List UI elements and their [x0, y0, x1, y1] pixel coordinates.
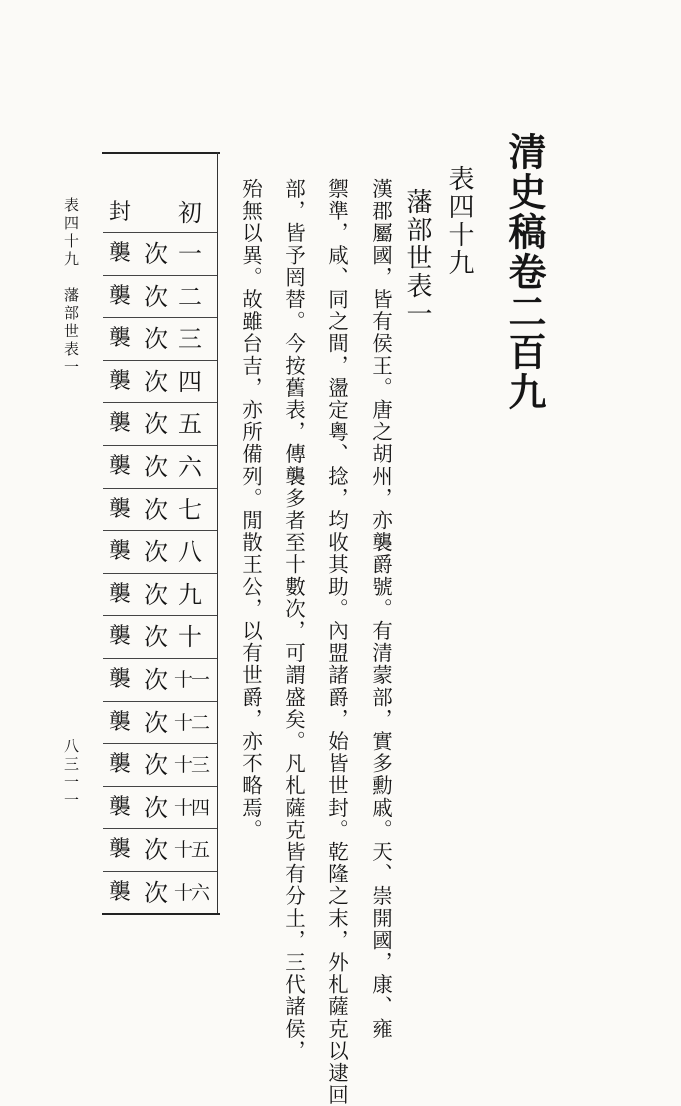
table-cell: 襲: [108, 581, 131, 607]
table-cell: 襲: [108, 368, 131, 394]
table-cell: 襲: [108, 667, 131, 692]
table-cell: 襲: [108, 454, 131, 479]
table-cell: 襲: [108, 283, 131, 309]
table-cell: 十五: [173, 839, 208, 862]
table-cell: 九: [178, 580, 202, 609]
table-cell: 次: [144, 623, 168, 652]
table-cell: 襲: [108, 624, 131, 650]
table-cell: 次: [144, 538, 168, 567]
table-cell: 次: [144, 580, 168, 609]
table-cell: 五: [178, 410, 202, 439]
table-cell: 襲: [108, 326, 131, 352]
table-cell: 襲: [108, 837, 131, 863]
table-right-rule: [217, 152, 218, 914]
table-row: [103, 573, 217, 615]
body-column-4: 殆無以異。故雖台吉，亦所備列。閒散王公，以有世爵，亦不略焉。: [238, 178, 263, 841]
table-cell: 二: [178, 282, 202, 311]
table-cell: 八: [178, 538, 202, 567]
body-column-1: 漢郡屬國，皆有侯王。唐之胡州，亦襲爵號。有清蒙部，實多勳戚。天、崇開國，康、雍: [368, 178, 393, 1040]
table-row: [103, 871, 217, 913]
page-number: 八三一一: [62, 738, 80, 810]
table-cell: 襲: [108, 794, 131, 820]
table-cell: 七: [178, 495, 202, 524]
table-cell: 襲: [108, 496, 131, 522]
table-cell: 襲: [108, 539, 131, 565]
table-cell: 次: [144, 240, 168, 268]
table-row: [103, 232, 217, 274]
margin-title: 表四十九 藩部世表一: [62, 197, 80, 377]
table-cell: 次: [144, 751, 168, 780]
table-cell: 襲: [108, 241, 131, 266]
table-cell: 一: [178, 240, 202, 268]
table-cell: 十一: [173, 669, 208, 691]
table-cell: 次: [144, 836, 168, 865]
table-cell: 次: [144, 793, 168, 822]
table-row: [103, 530, 217, 572]
table-top-rule: [102, 152, 220, 154]
table-header: [103, 188, 217, 232]
table-cell: 次: [144, 666, 168, 694]
header-char-2: 封: [108, 200, 131, 225]
table-cell: 四: [178, 367, 202, 396]
section-title: 藩部世表一: [402, 188, 432, 328]
table-cell: 次: [144, 325, 168, 354]
table-row: [103, 658, 217, 700]
table-cell: 襲: [108, 880, 131, 905]
table-row: [103, 701, 217, 743]
table-cell: 次: [144, 453, 168, 481]
table-cell: 次: [144, 495, 168, 524]
table-row: [103, 445, 217, 487]
table-cell: 襲: [108, 411, 131, 437]
body-column-3: 部，皆予罔替。今按舊表，傳襲多者至十數次，可謂盛矣。凡札薩克皆有分土，三代諸侯，: [281, 178, 306, 1062]
table-bottom-rule: [102, 913, 220, 915]
table-row: [103, 615, 217, 657]
table-cell: 十四: [173, 796, 208, 819]
table-row: [103, 488, 217, 530]
table-cell: 襲: [108, 752, 131, 778]
chapter-title: 清史稿卷二百九: [502, 132, 547, 412]
table-row: [103, 743, 217, 785]
table-row: [103, 317, 217, 359]
table-cell: 次: [144, 879, 168, 907]
table-row: [103, 402, 217, 444]
body-column-2: 禦準，咸、同之間，盪定粵、捻，均收其助。內盟諸爵，始皆世封。乾隆之末，外札薩克以逮回: [324, 178, 349, 1106]
table-cell: 襲: [108, 709, 131, 735]
table-cell: 十六: [173, 882, 208, 904]
table-cell: 次: [144, 282, 168, 311]
header-char-1: 初: [178, 199, 202, 227]
table-row: [103, 786, 217, 828]
table-row: [103, 828, 217, 870]
table-row: [103, 360, 217, 402]
table-cell: 次: [144, 708, 168, 737]
table-cell: 十二: [173, 711, 208, 734]
table-cell: 三: [178, 325, 202, 354]
table-cell: 次: [144, 410, 168, 439]
table-cell: 十三: [173, 754, 208, 777]
table-number: 表四十九: [444, 165, 474, 277]
table-cell: 次: [144, 367, 168, 396]
table-cell: 十: [178, 623, 202, 652]
table-cell: 六: [178, 453, 202, 481]
table-row: [103, 275, 217, 317]
